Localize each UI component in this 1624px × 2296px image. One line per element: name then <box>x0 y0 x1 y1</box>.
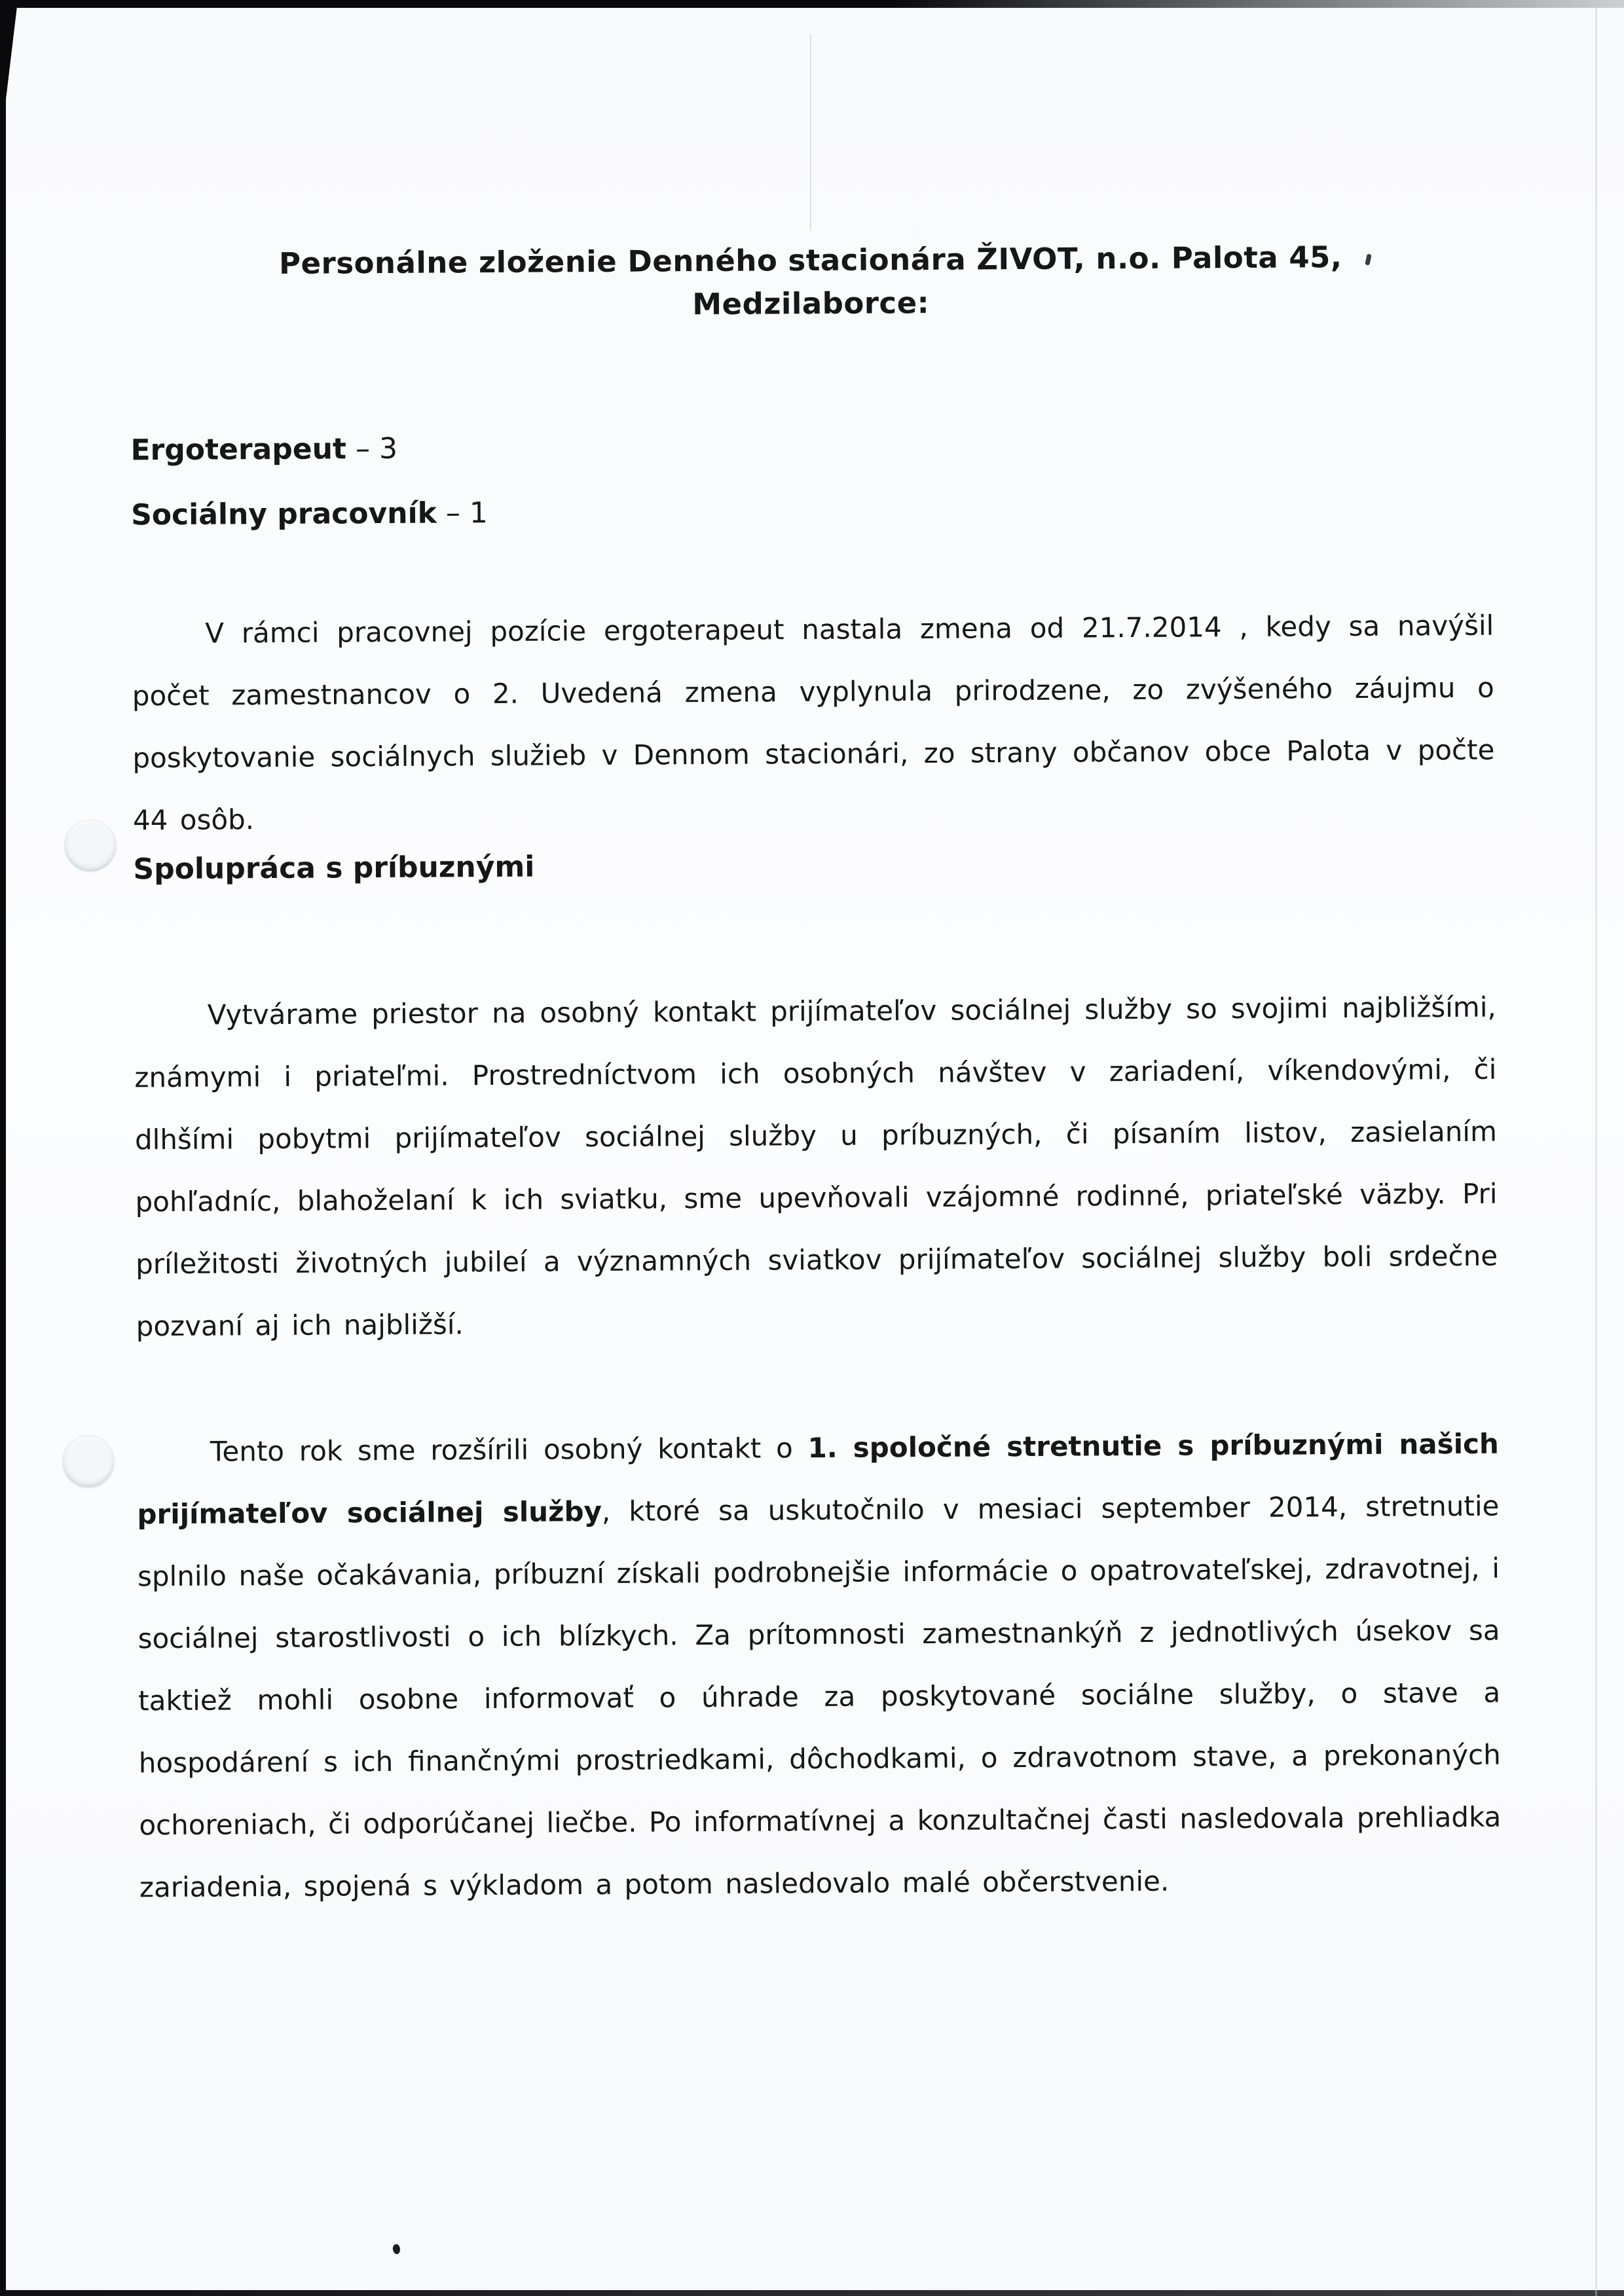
page-title-line-1: Personálne zloženie Denného stacionára ŽIVOT, n.o. Palota 45, <box>278 240 1342 281</box>
staff-list <box>130 416 488 547</box>
staff-line-ergoterapeut <box>130 416 487 483</box>
paragraph-joint-meeting-bold: 1. spoločné stretnutie s príbuznými našich prijímateľov sociálnej služby <box>137 1427 1500 1531</box>
scan-corner-wedge <box>5 7 17 105</box>
document-content <box>128 0 1504 2296</box>
staff-line-socialny-pracovnik <box>131 481 488 547</box>
paragraph-family-contact: Vytvárame priestor na osobný kontakt prijímateľov sociálnej služby so svojimi najbližšími, známymi i priateľmi. Prostredníctvom ich osobných návštev v zariadení, víkendovými, či dlhšími pobytmi prijímateľov sociálnej služby u príbuzných, či písaním listov, zasielaním pohľadníc, blahoželaní k ich sviatku, sme upevňovali vzájomné rodinné, priateľské väzby. Pri príležitosti životných jubileí a významných sviatkov prijímateľov sociálnej služby boli srdečne pozvaní aj ich najbližší. <box>134 991 1498 1343</box>
scan-edge-left <box>0 0 6 2296</box>
staff-label: Sociálny pracovník <box>130 496 437 532</box>
paragraph-joint-meeting-post: , ktoré sa uskutočnilo v mesiaci september 2014, stretnutie splnilo naše očakávania, príbuzní získali podrobnejšie informácie o opatrovateľskej, zdravotnej, i sociálnej starostlivosti o ich blízkych. Za prítomnosti zamestnankýň z jednotlivých úsekov sa taktiež mohli osobne informovať o úhrade za poskytované sociálne služby, o stave a hospodárení s ich finančnými prostriedkami, dôchodkami, o zdravotnom stave, a prekonaných ochoreniach, či odporúčanej liečbe. Po informatívnej a konzultačnej časti nasledovala prehliadka zariadenia, spojená s výkladom a potom nasledovalo malé občerstvenie. <box>137 1489 1502 1904</box>
paragraph-staff-change: V rámci pracovnej pozície ergoterapeut nastala zmena od 21.7.2014 , kedy sa navýšil počet zamestnancov o 2. Uvedená zmena vyplynula prirodzene, zo zvýšeného záujmu o poskytovanie sociálnych služieb v Dennom stacionári, zo strany občanov obce Palota v počte 44 osôb. <box>132 609 1495 837</box>
page-title-line-2: Medzilaborce: <box>692 285 930 322</box>
section-heading-spolupraca: Spolupráca s príbuznými <box>133 850 535 886</box>
staff-count: 3 <box>378 431 398 466</box>
staff-dash: – <box>355 432 371 466</box>
punch-hole-bottom <box>63 1436 114 1487</box>
staff-label: Ergoterapeut <box>130 432 347 467</box>
paragraph-joint-meeting-pre: Tento rok sme rozšírili osobný kontakt o <box>210 1432 808 1468</box>
paragraph-joint-meeting <box>137 1413 1502 1919</box>
staff-dash: – <box>445 496 461 530</box>
scan-edge-right-line <box>1595 0 1597 2296</box>
page-title <box>130 235 1492 330</box>
punch-hole-top <box>65 820 116 871</box>
staff-count: 1 <box>469 496 489 530</box>
